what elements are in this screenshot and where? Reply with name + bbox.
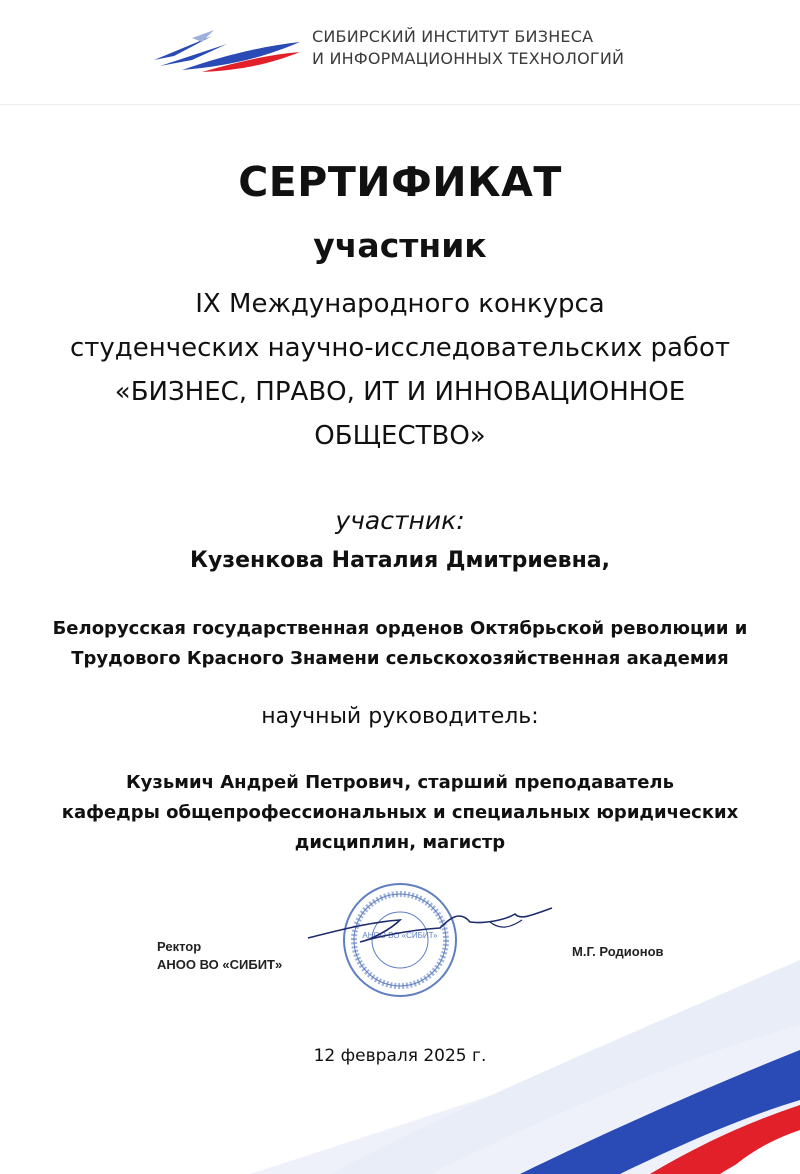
contest-line: «БИЗНЕС, ПРАВО, ИТ И ИННОВАЦИОННОЕ bbox=[114, 377, 686, 407]
rector-title: Ректор bbox=[157, 939, 202, 954]
sibit-logo-icon bbox=[152, 26, 302, 72]
institution-name bbox=[0, 614, 800, 674]
supervisor-line: Кузьмич Андрей Петрович, старший преподаватель bbox=[125, 772, 675, 793]
certificate-subtitle: участник bbox=[313, 226, 487, 265]
supervisor-label: научный руководитель: bbox=[261, 704, 539, 729]
rector-name: М.Г. Родионов bbox=[572, 944, 664, 959]
institution-line: Белорусская государственная орденов Октябрьской революции и bbox=[52, 618, 748, 639]
role-label: участник: bbox=[335, 506, 465, 535]
supervisor-line: кафедры общепрофессиональных и специальных юридических bbox=[61, 802, 739, 823]
rector-signature bbox=[300, 900, 560, 960]
participant-name: Кузенкова Наталия Дмитриевна, bbox=[189, 548, 611, 573]
institute-name-line1: СИБИРСКИЙ ИНСТИТУТ БИЗНЕСА bbox=[312, 27, 594, 46]
rector-organization: АНОО ВО «СИБИТ» bbox=[157, 957, 283, 972]
certificate-title: СЕРТИФИКАТ bbox=[238, 158, 562, 206]
contest-line: IX Международного конкурса bbox=[195, 289, 605, 319]
supervisor-info bbox=[0, 768, 800, 858]
contest-name bbox=[0, 282, 800, 458]
contest-line: студенческих научно-исследовательских работ bbox=[69, 333, 731, 363]
supervisor-line: дисциплин, магистр bbox=[294, 832, 506, 853]
stamp-text: АНОО ВО «СИБИТ» bbox=[362, 931, 438, 940]
institute-name-line2: И ИНФОРМАЦИОННЫХ ТЕХНОЛОГИЙ bbox=[312, 49, 625, 68]
institution-line: Трудового Красного Знамени сельскохозяйственная академия bbox=[71, 648, 729, 669]
issue-date: 12 февраля 2025 г. bbox=[313, 1046, 487, 1066]
institute-name bbox=[312, 26, 624, 70]
contest-line: ОБЩЕСТВО» bbox=[314, 421, 486, 451]
rector-position bbox=[157, 938, 282, 974]
certificate-header bbox=[0, 0, 800, 105]
